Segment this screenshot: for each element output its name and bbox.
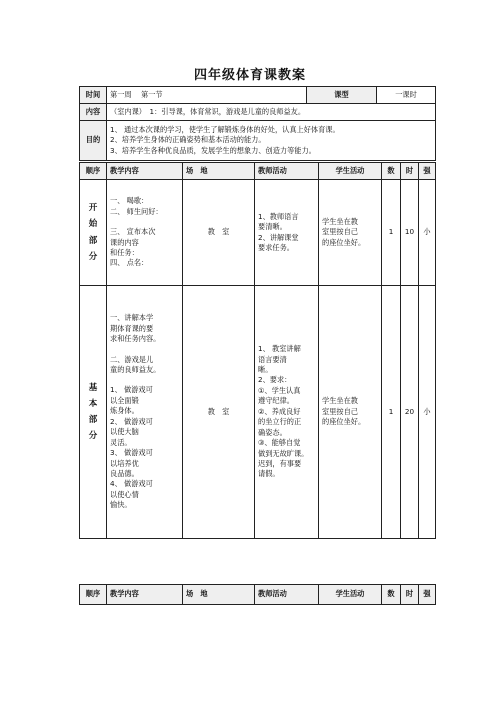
header-time: 时 — [401, 585, 419, 605]
time-value: 第一周 第一节 — [107, 87, 307, 104]
section-count: 1 — [382, 180, 401, 286]
time-row — [80, 87, 436, 104]
header-student: 学生活动 — [319, 585, 382, 605]
section-teacher-activity: 1、教师语言 要清晰。 2、讲解课堂 要求任务。 — [255, 180, 319, 286]
table-header-row — [80, 585, 436, 605]
section-content: 一、讲解本学 期体育课的要 求和任务内容。 二、游戏是儿 童的良师益友。 1、 做游戏可 以全面锻 炼身体。 2、 做游戏可 以使大脑 灵活。 3、 做游戏可 以培养优 良品德。 4、 做游戏可 以使心情 愉快。 — [107, 286, 183, 539]
goal-item: 2、培养学生身体的正确姿势和基本活动的能力。 — [110, 135, 266, 145]
lesson-type-label: 课型 — [307, 87, 377, 104]
section-student-activity: 学生坐在教 室里按自己 的座位坐好。 — [319, 180, 382, 286]
section-count: 1 — [382, 286, 401, 539]
header-order: 顺序 — [80, 585, 107, 605]
header-intensity: 强 — [419, 585, 436, 605]
time-label: 时间 — [80, 87, 107, 104]
section-student-activity: 学生坐在教 室里按自己 的座位坐好。 — [319, 286, 382, 539]
goal-list — [107, 121, 436, 161]
header-teacher: 教师活动 — [255, 585, 319, 605]
goal-row — [80, 121, 436, 161]
header-time: 时 — [401, 163, 419, 180]
header-teacher: 教师活动 — [255, 163, 319, 180]
content-value: （室内课） 1：引导课，体育常识，游戏是儿童的良师益友。 — [107, 104, 436, 121]
lesson-plan-table — [79, 162, 436, 539]
header-venue: 场 地 — [183, 585, 255, 605]
header-count: 数 — [382, 163, 401, 180]
next-page-header-table — [79, 584, 436, 605]
section-teacher-activity: 1、 教室讲解 语言要清 晰。 2、要求： ①、学生认真 遵守纪律。 ②、养成良好 的坐立行的正 确姿态。 ③、能够自觉 做到无故旷课。 迟到，有事要 请假。 — [255, 286, 319, 539]
header-intensity: 强 — [419, 163, 436, 180]
header-content: 教学内容 — [107, 585, 183, 605]
section-intensity: 小 — [419, 180, 436, 286]
lesson-hours: 一课时 — [377, 87, 436, 104]
table-header-row — [80, 163, 436, 180]
header-order: 顺序 — [80, 163, 107, 180]
section-venue: 教 室 — [183, 286, 255, 539]
goal-item: 1、 通过本次课的学习，使学生了解锻炼身体的好处，认真上好体育课。 — [110, 124, 340, 134]
document-title: 四年级体育课教案 — [193, 68, 306, 83]
section-intensity: 小 — [419, 286, 436, 539]
header-content: 教学内容 — [107, 163, 183, 180]
section-content: 一、 喝歌： 二、 师生问好： 三、 宣布本次 课的内容 和任务： 四、 点名： — [107, 180, 183, 286]
section-label: 开 始 部 分 — [80, 180, 107, 286]
section-main-row — [80, 286, 436, 539]
lesson-info-table — [79, 86, 436, 161]
header-venue: 场 地 — [183, 163, 255, 180]
goal-label: 目的 — [80, 121, 107, 161]
section-time: 20 — [401, 286, 419, 539]
header-student: 学生活动 — [319, 163, 382, 180]
header-count: 数 — [382, 585, 401, 605]
section-opening-row — [80, 180, 436, 286]
section-time: 10 — [401, 180, 419, 286]
content-row — [80, 104, 436, 121]
content-label: 内容 — [80, 104, 107, 121]
section-venue: 教 室 — [183, 180, 255, 286]
section-label: 基 本 部 分 — [80, 286, 107, 539]
goal-item: 3、培养学生各种优良品质，发展学生的想象力、创造力等能力。 — [110, 145, 316, 155]
